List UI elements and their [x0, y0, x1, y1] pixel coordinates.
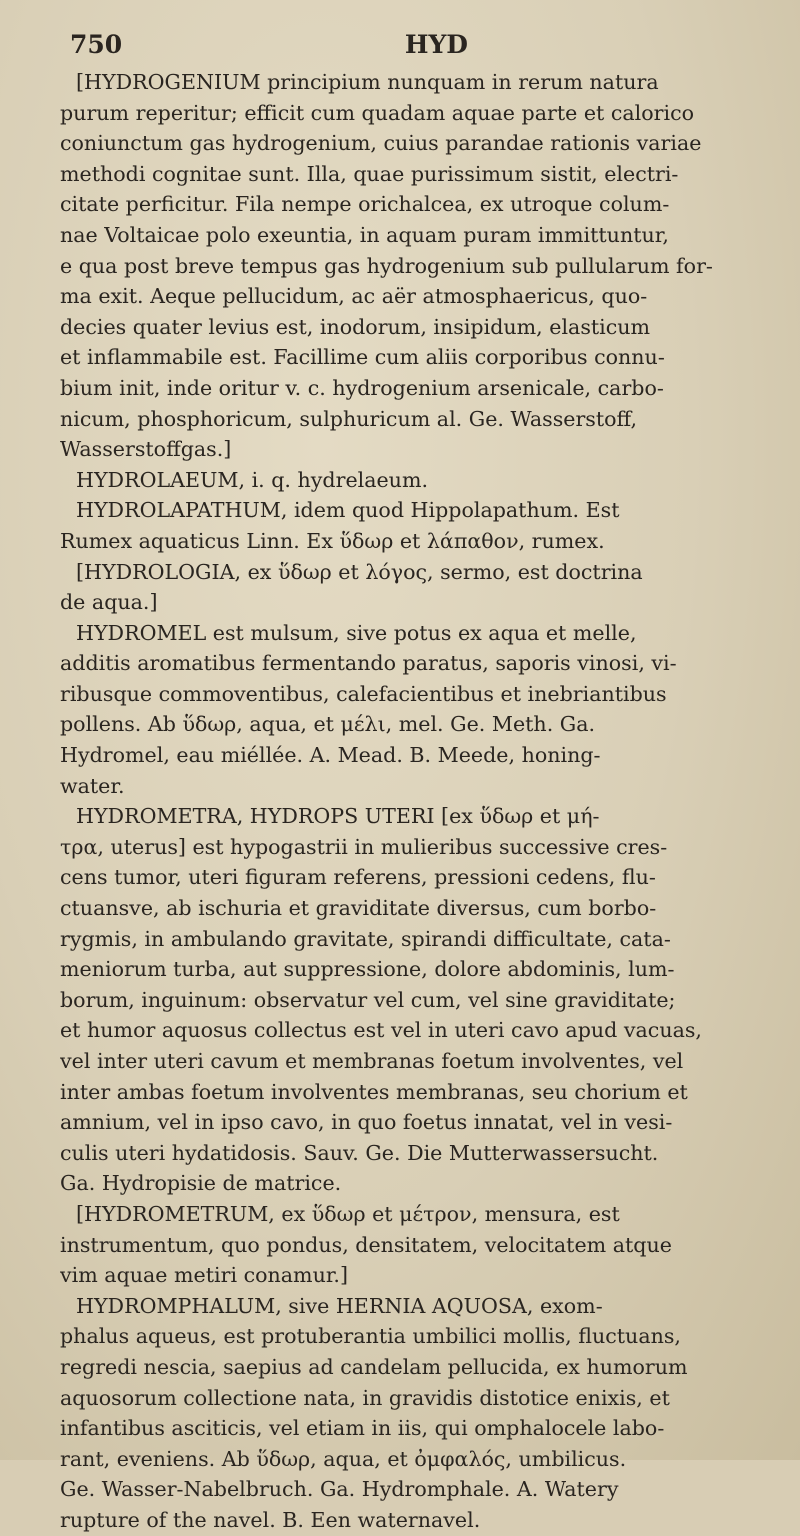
dictionary-entry: [60, 618, 748, 802]
text-line: HYDROMETRA, HYDROPS UTERI [ex ὕδωρ et μή-: [76, 804, 600, 829]
text-line: Rumex aquaticus Linn. Ex ὕδωρ et λάπαθον, rumex.: [60, 528, 605, 553]
text-line: cens tumor, uteri figuram referens, pressioni cedens, flu-: [60, 865, 656, 890]
text-line: meniorum turba, aut suppressione, dolore abdominis, lum-: [60, 957, 675, 982]
dictionary-entry: [60, 67, 748, 465]
text-line: purum reperitur; efficit cum quadam aquae parte et calorico: [60, 100, 695, 125]
text-line: rant, eveniens. Ab ὕδωρ, aqua, et ὀμφαλός, umbilicus.: [60, 1446, 627, 1471]
text-line: Ge. Wasser-Nabelbruch. Ga. Hydromphale. A. Watery: [60, 1477, 619, 1502]
dictionary-entry: [60, 465, 748, 496]
text-line: HYDROLAPATHUM, idem quod Hippolapathum. Est: [76, 498, 620, 523]
text-line: e qua post breve tempus gas hydrogenium sub pullularum for-: [60, 253, 713, 278]
text-line: et humor aquosus collectus est vel in uteri cavo apud vacuas,: [60, 1018, 702, 1043]
text-line: de aqua.]: [60, 590, 158, 615]
text-line: vel inter uteri cavum et membranas foetum involventes, vel: [60, 1049, 684, 1073]
dictionary-entry: [60, 557, 748, 618]
text-line: borum, inguinum: observatur vel cum, vel sine graviditate;: [60, 987, 676, 1012]
text-line: HYDROMPHALUM, sive HERNIA AQUOSA, exom-: [76, 1293, 603, 1318]
text-line: additis aromatibus fermentando paratus, saporis vinosi, vi-: [60, 651, 677, 676]
text-line: infantibus asciticis, vel etiam in iis, qui omphalocele labo-: [60, 1416, 665, 1441]
text-line: et inflammabile est. Facillime cum aliis corporibus connu-: [60, 345, 665, 370]
dictionary-entries: [60, 67, 748, 1536]
text-line: aquosorum collectione nata, in gravidis distotice enixis, et: [60, 1385, 670, 1410]
text-line: inter ambas foetum involventes membranas, seu chorium et: [60, 1079, 688, 1104]
text-line: HYDROMEL est mulsum, sive potus ex aqua et melle,: [76, 620, 637, 645]
text-line: instrumentum, quo pondus, densitatem, velocitatem atque: [60, 1232, 672, 1257]
text-line: coniunctum gas hydrogenium, cuius parandae rationis variae: [60, 131, 702, 156]
dictionary-entry: [60, 801, 748, 1199]
text-line: bium init, inde oritur v. c. hydrogenium arsenicale, carbo-: [60, 375, 664, 400]
text-line: water.: [60, 773, 125, 798]
text-line: ribusque commoventibus, calefacientibus et inebriantibus: [60, 681, 667, 706]
text-line: rygmis, in ambulando gravitate, spirandi difficultate, cata-: [60, 926, 671, 951]
text-line: Hydromel, eau miéllée. A. Mead. B. Meede, honing-: [60, 743, 601, 768]
text-line: nicum, phosphoricum, sulphuricum al. Ge. Wasserstoff,: [60, 406, 637, 431]
text-line: Wasserstoffgas.]: [60, 437, 232, 462]
text-line: ctuansve, ab ischuria et graviditate diversus, cum borbo-: [60, 896, 657, 921]
text-line: vim aquae metiri conamur.]: [60, 1263, 349, 1288]
running-head: [70, 30, 748, 59]
text-line: culis uteri hydatidosis. Sauv. Ge. Die Mutterwassersucht.: [60, 1140, 659, 1165]
text-line: [HYDROMETRUM, ex ὕδωρ et μέτρον, mensura, est: [76, 1201, 620, 1226]
dictionary-entry: [60, 1199, 748, 1291]
text-line: ma exit. Aeque pellucidum, ac aër atmosphaericus, quo-: [60, 284, 648, 309]
text-line: phalus aqueus, est protuberantia umbilici mollis, fluctuans,: [60, 1324, 681, 1349]
text-line: regredi nescia, saepius ad candelam pellucida, ex humorum: [60, 1354, 688, 1379]
dictionary-entry: [60, 495, 748, 556]
text-line: τρα, uterus] est hypogastrii in mulieribus successive cres-: [60, 834, 668, 859]
text-line: nae Voltaicae polo exeuntia, in aquam puram immittuntur,: [60, 222, 669, 247]
text-line: [HYDROLOGIA, ex ὕδωρ et λόγος, sermo, est doctrina: [76, 559, 643, 584]
text-line: Ga. Hydropisie de matrice.: [60, 1171, 342, 1196]
text-line: [HYDROGENIUM principium nunquam in rerum natura: [76, 70, 659, 94]
text-line: HYDROLAEUM, i. q. hydrelaeum.: [76, 467, 429, 492]
text-line: citate perficitur. Fila nempe orichalcea, ex utroque colum-: [60, 192, 670, 217]
text-line: decies quater levius est, inodorum, insipidum, elasticum: [60, 314, 651, 339]
text-line: rupture of the navel. B. Een waternavel.: [60, 1507, 481, 1532]
text-line: amnium, vel in ipso cavo, in quo foetus innatat, vel in vesi-: [60, 1110, 673, 1135]
text-line: methodi cognitae sunt. Illa, quae purissimum sistit, electri-: [60, 161, 679, 186]
dictionary-entry: [60, 1291, 748, 1536]
page-number: 750: [70, 30, 123, 59]
text-line: pollens. Ab ὕδωρ, aqua, et μέλι, mel. Ge. Meth. Ga.: [60, 712, 596, 737]
running-title: HYD: [404, 30, 468, 59]
